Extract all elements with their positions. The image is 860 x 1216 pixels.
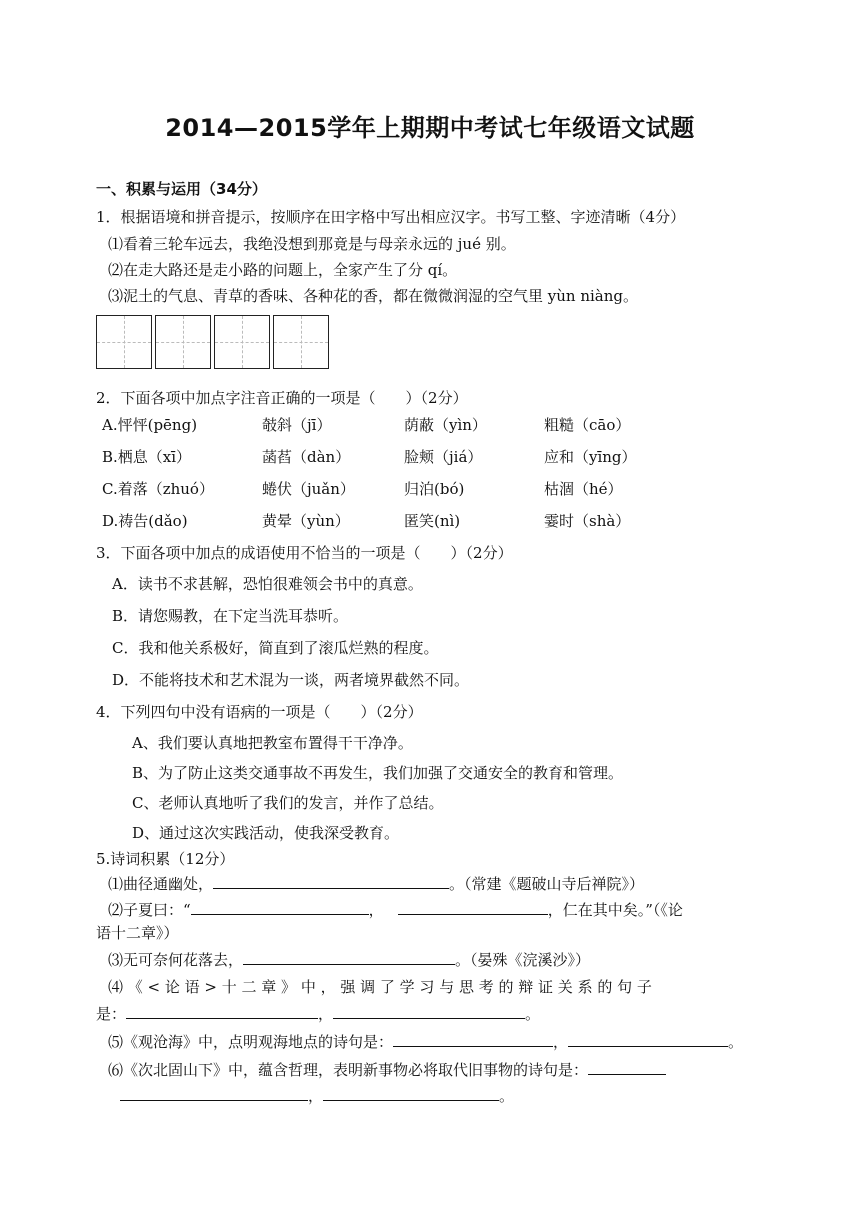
q5-poem-6-suffix: 。	[499, 1087, 515, 1105]
q2-option-a-3: 荫蔽（yìn）	[404, 416, 487, 434]
q5-poem-2-suffix: ，仁在其中矣。”（《论	[547, 901, 683, 919]
q2-option-b-2: 菡萏（dàn）	[262, 448, 351, 466]
answer-blank[interactable]	[568, 1030, 728, 1047]
q5-poem-2-prefix: ⑵子夏曰：“	[108, 901, 191, 919]
question-1-stem: 1．根据语境和拼音提示，按顺序在田字格中写出相应汉字。书写工整、字迹清晰（4分）	[96, 208, 686, 226]
q5-poem-1-prefix: ⑴曲径通幽处，	[108, 875, 214, 893]
q3-option-d: D．不能将技术和艺术混为一谈，两者境界截然不同。	[112, 671, 470, 689]
q2-option-c-4: 枯涸（hé）	[544, 480, 623, 498]
q5-poem-1-suffix: 。（常建《题破山寺后禅院》）	[449, 875, 645, 893]
q2-option-d-4: 霎时（shà）	[544, 512, 631, 530]
section-heading: 一、积累与运用（34分）	[96, 180, 267, 198]
q3-option-a: A．读书不求甚解，恐怕很难领会书中的真意。	[112, 575, 423, 593]
q5-poem-6-answer	[120, 1084, 514, 1106]
q5-poem-5	[108, 1030, 743, 1052]
q5-poem-2-mid: ，	[368, 901, 384, 919]
tianzige-cell[interactable]	[155, 315, 211, 369]
q2-option-d-3: 匿笑(nì)	[404, 512, 461, 530]
answer-blank[interactable]	[398, 898, 548, 915]
answer-blank[interactable]	[191, 898, 369, 915]
q2-option-c-1: C.着落（zhuó）	[102, 480, 214, 498]
q5-poem-4-suffix: 。	[525, 1005, 541, 1023]
question-1-sentence-3: ⑶泥土的气息、青草的香味、各种花的香，都在微微润湿的空气里 yùn niàng。	[108, 287, 638, 305]
q2-option-a-4: 粗糙（cāo）	[544, 416, 631, 434]
tianzige-grid[interactable]	[96, 315, 330, 371]
q4-option-b: B、为了防止这类交通事故不再发生，我们加强了交通安全的教育和管理。	[132, 764, 624, 782]
q2-option-d-2: 黄晕（yùn）	[262, 512, 350, 530]
q5-poem-5-mid: ，	[553, 1033, 569, 1051]
answer-blank[interactable]	[333, 1002, 525, 1019]
question-2-stem: 2．下面各项中加点字注音正确的一项是（ ）（2分）	[96, 389, 468, 407]
q5-poem-4-mid: ，	[318, 1005, 334, 1023]
question-1-sentence-1: ⑴看着三轮车远去，我绝没想到那竟是与母亲永远的 jué 别。	[108, 235, 516, 253]
q4-option-a: A、我们要认真地把教室布置得干干净净。	[132, 734, 413, 752]
answer-blank[interactable]	[243, 948, 455, 965]
q2-option-c-2: 蜷伏（juǎn）	[262, 480, 355, 498]
q5-poem-5-suffix: 。	[728, 1033, 744, 1051]
q3-option-c: C．我和他关系极好，简直到了滚瓜烂熟的程度。	[112, 639, 439, 657]
tianzige-cell[interactable]	[96, 315, 152, 369]
q5-poem-3-prefix: ⑶无可奈何花落去，	[108, 951, 244, 969]
q2-option-b-3: 脸颊（jiá）	[404, 448, 483, 466]
q5-poem-2	[108, 898, 683, 920]
q2-option-c-3: 归泊(bó)	[404, 480, 465, 498]
question-4-stem: 4．下列四句中没有语病的一项是（ ）（2分）	[96, 703, 423, 721]
tianzige-cell[interactable]	[273, 315, 329, 369]
q5-poem-4-prefix: 是：	[96, 1005, 127, 1023]
question-3-stem: 3．下面各项中加点的成语使用不恰当的一项是（ ）（2分）	[96, 544, 513, 562]
q2-option-b-1: B.栖息（xī）	[102, 448, 192, 466]
question-1-sentence-2: ⑵在走大路还是走小路的问题上，全家产生了分 qí。	[108, 261, 458, 279]
q5-poem-2-continued: 语十二章》）	[96, 924, 179, 942]
answer-blank[interactable]	[323, 1084, 499, 1101]
q5-poem-4-answer	[96, 1002, 540, 1024]
page-title: 2014—2015学年上期期中考试七年级语文试题	[165, 114, 695, 142]
answer-blank[interactable]	[588, 1058, 666, 1075]
answer-blank[interactable]	[393, 1030, 553, 1047]
q5-poem-1	[108, 872, 644, 894]
q2-option-a-2: 攲斜（jī）	[262, 416, 332, 434]
q2-option-b-4: 应和（yīng）	[544, 448, 637, 466]
q5-poem-3-suffix: 。（晏殊《浣溪沙》）	[455, 951, 591, 969]
q4-option-d: D、通过这次实践活动，使我深受教育。	[132, 824, 400, 842]
q2-option-d-1: D.祷告(dǎo)	[102, 512, 188, 530]
q5-poem-6-prefix: ⑹《次北固山下》中，蕴含哲理，表明新事物必将取代旧事物的诗句是：	[108, 1061, 589, 1079]
question-5-stem: 5.诗词积累（12分）	[96, 850, 235, 868]
tianzige-cell[interactable]	[214, 315, 270, 369]
answer-blank[interactable]	[126, 1002, 318, 1019]
q4-option-c: C、老师认真地听了我们的发言，并作了总结。	[132, 794, 444, 812]
q2-option-a-1: A.怦怦(pēng)	[102, 416, 198, 434]
q5-poem-5-prefix: ⑸《观沧海》中，点明观海地点的诗句是：	[108, 1033, 394, 1051]
q5-poem-4: ⑷ 《 < 论 语 > 十 二 章 》 中 ， 强 调 了 学 习 与 思 考 的 辩 证 关 系 的 句 子	[108, 978, 652, 996]
q5-poem-6-mid: ，	[308, 1087, 324, 1105]
answer-blank[interactable]	[213, 872, 449, 889]
answer-blank[interactable]	[120, 1084, 308, 1101]
q5-poem-3	[108, 948, 590, 970]
q3-option-b: B．请您赐教，在下定当洗耳恭听。	[112, 607, 349, 625]
q5-poem-6	[108, 1058, 666, 1080]
